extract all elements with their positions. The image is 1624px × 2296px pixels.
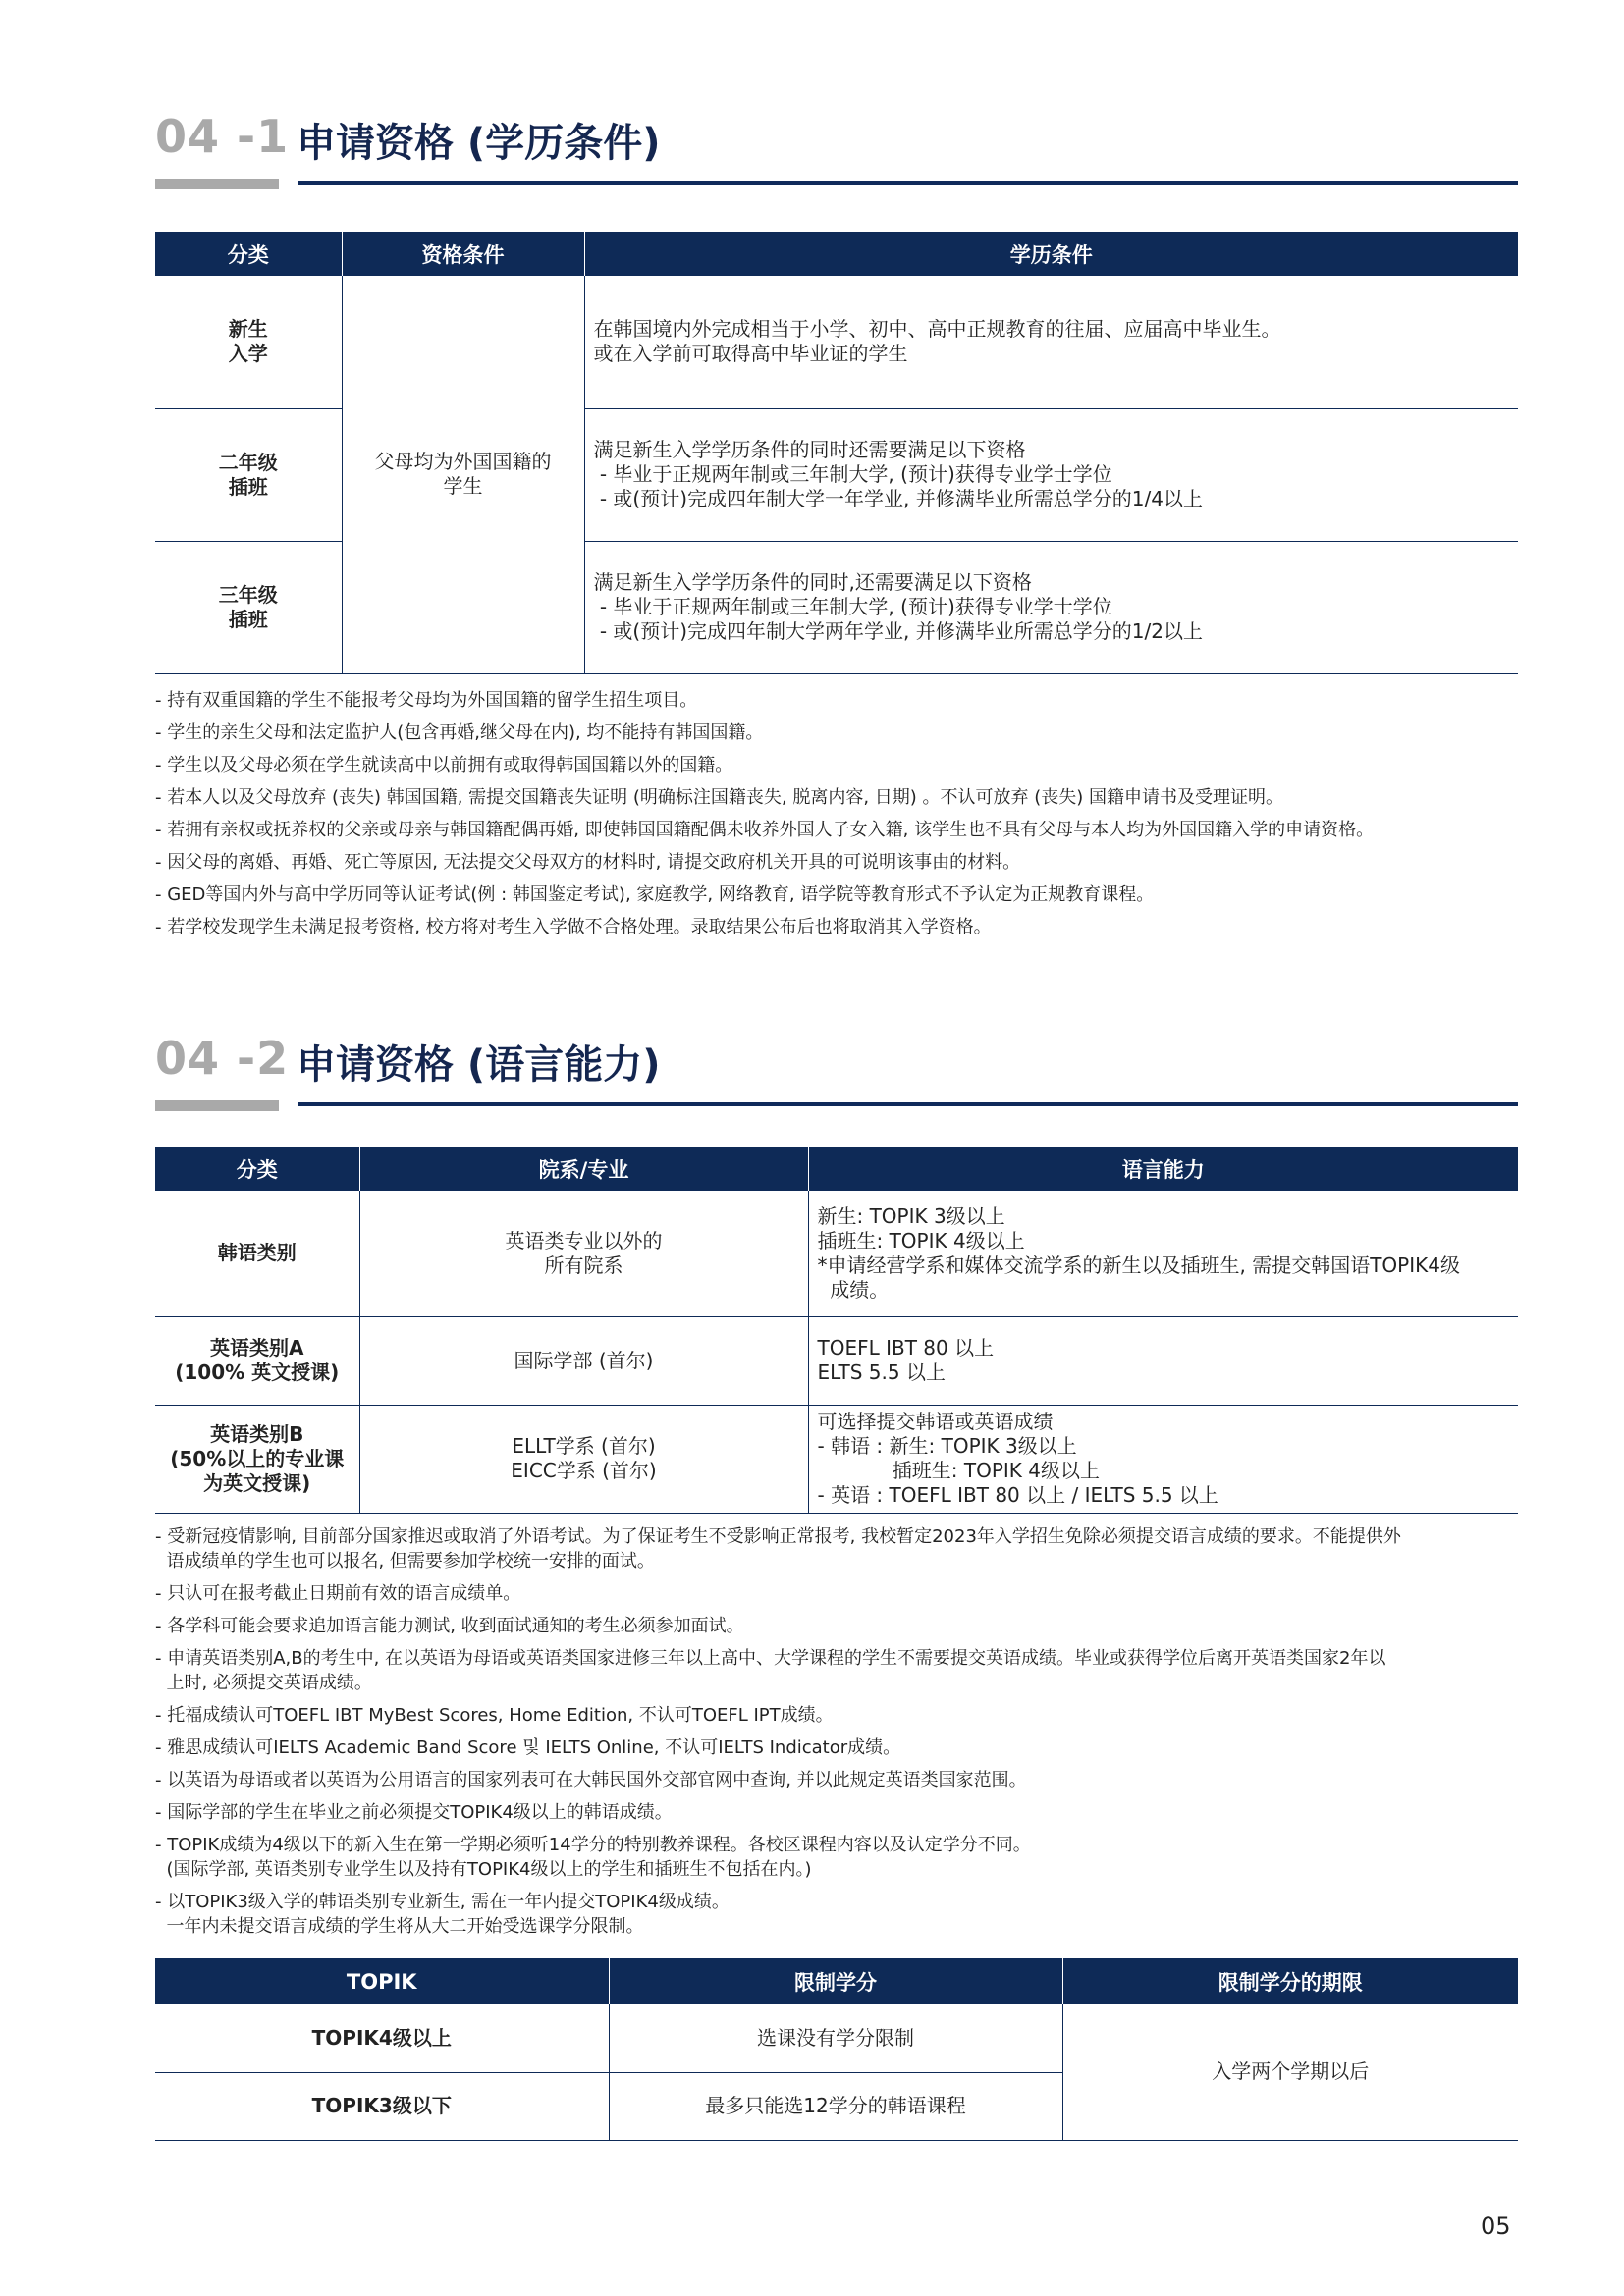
department-cell: 英语类专业以外的 所有院系 [359,1191,808,1316]
note-item: - GED等国内外与高中学历同等认证考试(例 : 韩国鉴定考试), 家庭教学, 网络教育, 语学院等教育形式不予认定为正规教育课程。 [155,884,1155,905]
table-row [155,1191,1518,1316]
section-underline [298,181,1518,185]
education-condition-cell: 在韩国境内外完成相当于小学、初中、高中正规教育的往届、应届高中毕业生。 或在入学前可取得高中毕业证的学生 [584,276,1518,408]
language-ability-cell: 可选择提交韩语或英语成绩 - 韩语 : 新生: TOPIK 3级以上 插班生: TOPIK 4级以上 - 英语 : TOEFL IBT 80 以上 / IELTS 5.5 以上 [808,1405,1518,1513]
note-item: - 申请英语类别A,B的考生中, 在以英语为母语或英语类国家进修三年以上高中、大学课程的学生不需要提交英语成绩。毕业或获得学位后离开英语类国家2年以 [155,1648,1386,1669]
language-ability-cell: TOEFL IBT 80 以上 ELTS 5.5 以上 [808,1316,1518,1405]
table-header: 分类 [155,232,342,276]
note-item: - 持有双重国籍的学生不能报考父母均为外国国籍的留学生招生项目。 [155,690,698,711]
note-item: (国际学部, 英语类别专业学生以及持有TOPIK4级以上的学生和插班生不包括在内。) [155,1859,812,1880]
note-item: - 以TOPIK3级入学的韩语类别专业新生, 需在一年内提交TOPIK4级成绩。 [155,1892,730,1912]
note-item: - 受新冠疫情影响, 目前部分国家推迟或取消了外语考试。为了保证考生不受影响正常报考, 我校暂定2023年入学招生免除必须提交语言成绩的要求。不能提供外 [155,1526,1401,1547]
table-header: 语言能力 [808,1147,1518,1191]
page-number: 05 [1481,2213,1511,2240]
credit-restriction-table [155,1958,1518,2141]
table-row [155,2004,1518,2072]
topik-level-cell: TOPIK3级以下 [155,2072,609,2140]
category-cell: 二年级 插班 [155,408,342,541]
note-item: - TOPIK成绩为4级以下的新入生在第一学期必须听14学分的特别教养课程。各校区课程内容以及认定学分不同。 [155,1835,1031,1855]
table-header: 限制学分 [609,1958,1062,2004]
education-condition-cell: 满足新生入学学历条件的同时还需要满足以下资格 - 毕业于正规两年制或三年制大学, (预计)获得专业学士学位 - 或(预计)完成四年制大学一年学业, 并修满毕业所需总学分的1/4以上 [584,408,1518,541]
qualification-cell: 父母均为外国国籍的 学生 [342,276,584,673]
note-item: - 只认可在报考截止日期前有效的语言成绩单。 [155,1583,521,1604]
note-item: - 雅思成绩认可IELTS Academic Band Score 및 IELTS Online, 不认可IELTS Indicator成绩。 [155,1737,901,1758]
section-underline [298,1102,1518,1106]
section-title: 申请资格 (学历条件) [297,121,661,166]
note-item: - 因父母的离婚、再婚、死亡等原因, 无法提交父母双方的材料时, 请提交政府机关开具的可说明该事由的材料。 [155,852,1021,873]
department-cell: ELLT学系 (首尔) EICC学系 (首尔) [359,1405,808,1513]
note-item: - 若学校发现学生未满足报考资格, 校方将对考生入学做不合格处理。录取结果公布后也将取消其入学资格。 [155,917,992,937]
category-cell: 新生 入学 [155,276,342,408]
table-row [155,1405,1518,1513]
note-item: 一年内未提交语言成绩的学生将从大二开始受选课学分限制。 [155,1916,644,1937]
table-header: 分类 [155,1147,359,1191]
note-item: - 国际学部的学生在毕业之前必须提交TOPIK4级以上的韩语成绩。 [155,1802,673,1823]
note-item: - 若本人以及父母放弃 (丧失) 韩国国籍, 需提交国籍丧失证明 (明确标注国籍丧失, 脱离内容, 日期) 。不认可放弃 (丧失) 国籍申请书及受理证明。 [155,787,1284,808]
topik-level-cell: TOPIK4级以上 [155,2004,609,2072]
section-header-2 [155,1032,1518,1120]
table-row [155,1316,1518,1405]
section-number: 04 -2 [155,1032,290,1085]
note-item: - 托福成绩认可TOEFL IBT MyBest Scores, Home Edition, 不认可TOEFL IPT成绩。 [155,1705,834,1726]
category-cell: 韩语类别 [155,1191,359,1316]
table-row [155,276,1518,408]
education-requirements-table [155,232,1518,674]
category-cell: 英语类别B (50%以上的专业课 为英文授课) [155,1405,359,1513]
department-cell: 国际学部 (首尔) [359,1316,808,1405]
section-number: 04 -1 [155,110,290,163]
category-cell: 英语类别A (100% 英文授课) [155,1316,359,1405]
note-item: - 学生以及父母必须在学生就读高中以前拥有或取得韩国国籍以外的国籍。 [155,755,733,775]
note-item: - 学生的亲生父母和法定监护人(包含再婚,继父母在内), 均不能持有韩国国籍。 [155,722,764,743]
language-requirements-table [155,1147,1518,1514]
section-underline-accent [155,1100,279,1111]
note-item: - 若拥有亲权或抚养权的父亲或母亲与韩国籍配偶再婚, 即使韩国国籍配偶未收养外国人子女入籍, 该学生也不具有父母与本人均为外国国籍入学的申请资格。 [155,820,1375,840]
language-ability-cell: 新生: TOPIK 3级以上 插班生: TOPIK 4级以上 *申请经营学系和媒体交流学系的新生以及插班生, 需提交韩国语TOPIK4级 成绩。 [808,1191,1518,1316]
note-item: 上时, 必须提交英语成绩。 [155,1673,372,1693]
table-header: 院系/专业 [359,1147,808,1191]
credit-limit-cell: 选课没有学分限制 [609,2004,1062,2072]
credit-limit-cell: 最多只能选12学分的韩语课程 [609,2072,1062,2140]
education-notes [155,684,1530,943]
note-item: - 以英语为母语或者以英语为公用语言的国家列表可在大韩民国外交部官网中查询, 并以此规定英语类国家范围。 [155,1770,1027,1790]
education-condition-cell: 满足新生入学学历条件的同时,还需要满足以下资格 - 毕业于正规两年制或三年制大学, (预计)获得专业学士学位 - 或(预计)完成四年制大学两年学业, 并修满毕业所需总学分的1/2以上 [584,541,1518,673]
table-header: 限制学分的期限 [1062,1958,1518,2004]
section-underline-accent [155,179,279,189]
language-notes [155,1524,1530,1939]
table-header: TOPIK [155,1958,609,2004]
table-header: 资格条件 [342,232,584,276]
table-header: 学历条件 [584,232,1518,276]
period-cell: 入学两个学期以后 [1062,2004,1518,2140]
section-title: 申请资格 (语言能力) [297,1042,661,1088]
section-header-1 [155,110,1518,198]
category-cell: 三年级 插班 [155,541,342,673]
note-item: - 各学科可能会要求追加语言能力测试, 收到面试通知的考生必须参加面试。 [155,1616,744,1636]
note-item: 语成绩单的学生也可以报名, 但需要参加学校统一安排的面试。 [155,1551,655,1572]
